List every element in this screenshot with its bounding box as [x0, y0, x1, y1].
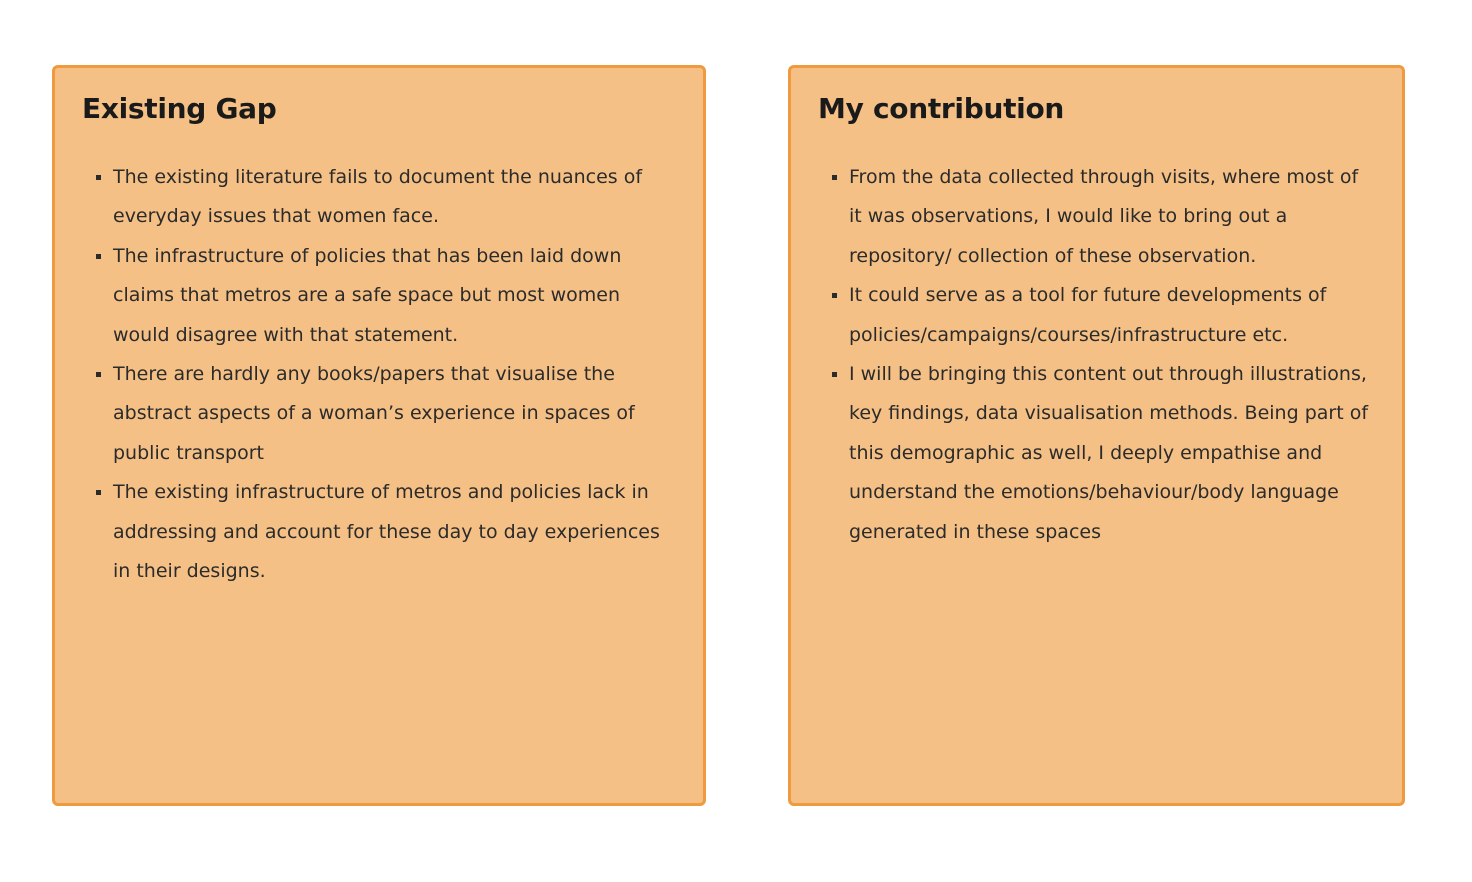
list-item [113, 473, 678, 591]
card-title: Existing Gap [82, 92, 277, 125]
list-item-text: The existing literature fails to document the nuances of everyday issues that women face. [113, 166, 643, 228]
my-contribution-card [788, 65, 1405, 806]
bullet-list [113, 158, 678, 591]
list-item [113, 237, 678, 355]
bullet-icon [832, 175, 837, 180]
bullet-icon [96, 490, 101, 495]
list-item-text: From the data collected through visits, where most of it was observations, I would like to bring out a repository/ collection of these observation. [849, 166, 1359, 267]
bullet-list [849, 158, 1369, 552]
bullet-icon [96, 372, 101, 377]
list-item [113, 158, 678, 237]
list-item-text: The existing infrastructure of metros and policies lack in addressing and account for these day to day experiences in their designs. [113, 481, 660, 583]
card-title: My contribution [818, 92, 1065, 125]
list-item-text: It could serve as a tool for future developments of policies/campaigns/courses/infrastructure etc. [849, 284, 1327, 346]
bullet-icon [832, 293, 837, 298]
list-item [113, 355, 678, 473]
existing-gap-card [52, 65, 706, 806]
bullet-icon [832, 372, 837, 377]
bullet-icon [96, 175, 101, 180]
list-item [849, 276, 1369, 355]
bullet-icon [96, 254, 101, 259]
list-item [849, 355, 1369, 552]
list-item [849, 158, 1369, 276]
list-item-text: The infrastructure of policies that has been laid down claims that metros are a safe space but most women would disagree with that statement. [113, 244, 622, 346]
list-item-text: There are hardly any books/papers that visualise the abstract aspects of a woman’s experience in spaces of public transport [113, 363, 635, 464]
list-item-text: I will be bringing this content out through illustrations, key findings, data visualisation methods. Being part of this demographic as well, I deeply empathise and understand the emotions/behaviour/body language generated in these spaces [849, 363, 1369, 543]
